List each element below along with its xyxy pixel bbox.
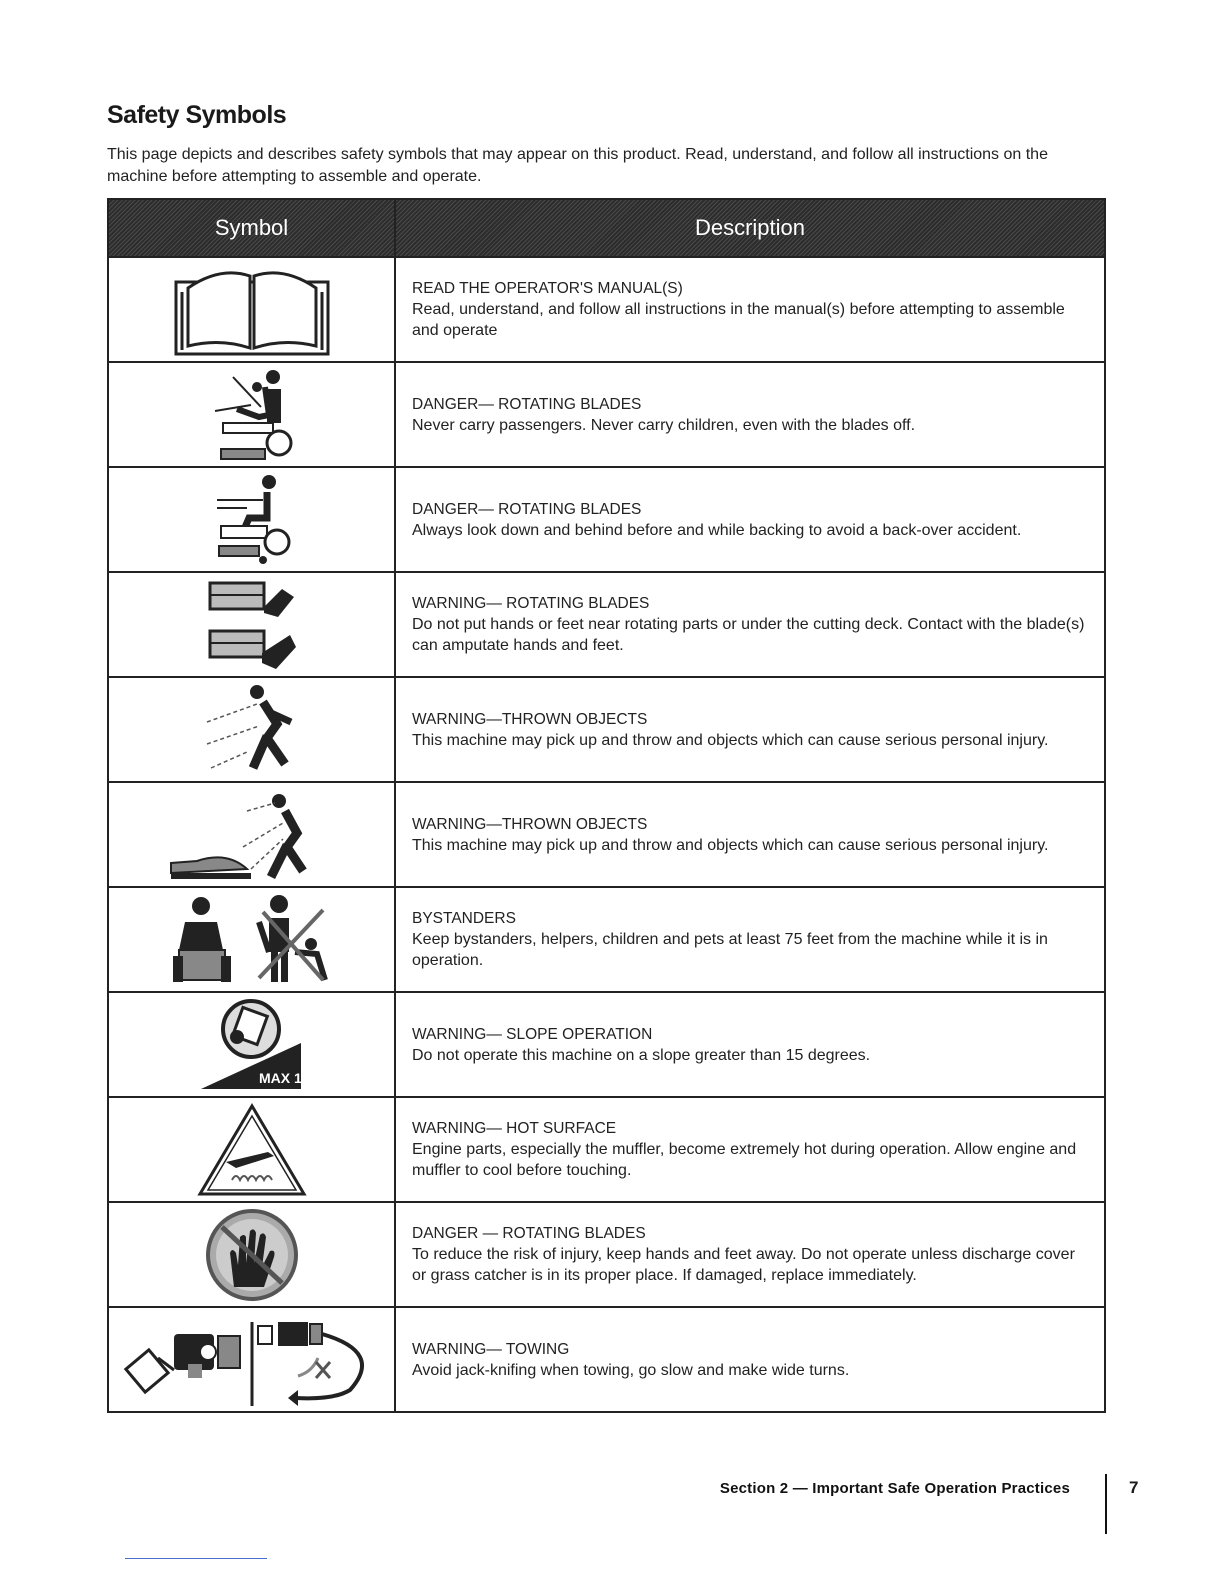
table-row: [108, 257, 1105, 362]
description-body: Always look down and behind before and while backing to avoid a back-over accident.: [412, 521, 1022, 539]
description-cell: [395, 992, 1105, 1097]
bystanders-icon: [167, 892, 337, 988]
symbol-cell: [108, 467, 395, 572]
symbol-column-header: Symbol: [108, 199, 395, 257]
table-row: [108, 677, 1105, 782]
description-title: WARNING— HOT SURFACE: [412, 1120, 617, 1137]
description-body: Engine parts, especially the muffler, become extremely hot during operation. Allow engine and muffler to cool before touching.: [412, 1141, 1077, 1179]
description-cell: [395, 887, 1105, 992]
slope-max-label: MAX 15°: [258, 1069, 315, 1086]
description-cell: [395, 467, 1105, 572]
symbol-cell: [108, 362, 395, 467]
description-body: This machine may pick up and throw and objects which can cause serious personal injury.: [412, 836, 1049, 854]
description-title: BYSTANDERS: [412, 910, 516, 927]
description-cell: [395, 257, 1105, 362]
description-body: Do not put hands or feet near rotating parts or under the cutting deck. Contact with the blade(s) can amputate hands and feet.: [412, 616, 1085, 654]
description-cell: [395, 1097, 1105, 1202]
footer-divider: [1105, 1474, 1107, 1534]
table-row: [108, 782, 1105, 887]
table-row: [108, 572, 1105, 677]
page-title: Safety Symbols: [107, 101, 287, 129]
description-title: DANGER — ROTATING BLADES: [412, 1225, 646, 1242]
table-row: [108, 362, 1105, 467]
description-title: WARNING—THROWN OBJECTS: [412, 710, 648, 728]
description-column-header: Description: [395, 199, 1105, 257]
description-body: To reduce the risk of injury, keep hands and feet away. Do not operate unless discharge cover or grass catcher is in its proper place. If damaged, replace immediately.: [412, 1246, 1075, 1284]
description-title: WARNING— ROTATING BLADES: [412, 595, 650, 612]
table-row: [108, 1307, 1105, 1412]
table-row: [108, 992, 1105, 1097]
description-cell: [395, 1307, 1105, 1412]
no-passengers-icon: [207, 367, 297, 463]
description-title: DANGER— ROTATING BLADES: [412, 395, 642, 413]
table-row: [108, 1202, 1105, 1307]
symbol-cell: [108, 572, 395, 677]
symbol-cell: [108, 1202, 395, 1307]
footer-section-title: Section 2 — Important Safe Operation Practices: [719, 1480, 1070, 1497]
description-title: DANGER— ROTATING BLADES: [412, 500, 642, 518]
symbol-cell: [108, 992, 395, 1097]
intro-paragraph: This page depicts and describes safety symbols that may appear on this product. Read, understand, and follow all instructions on the machine before attempting to assemble and operate.: [107, 146, 1048, 185]
hand-foot-blade-icon: [204, 577, 300, 673]
towing-icon: [122, 1312, 382, 1408]
description-title: WARNING— SLOPE OPERATION: [412, 1025, 653, 1043]
description-body: Do not operate this machine on a slope greater than 15 degrees.: [412, 1046, 871, 1064]
description-title: READ THE OPERATOR'S MANUAL(S): [412, 280, 683, 297]
safety-symbols-table: [107, 198, 1106, 1413]
hot-surface-icon: [196, 1102, 308, 1198]
table-row: [108, 467, 1105, 572]
symbol-cell: [108, 1307, 395, 1412]
slope-max-15-icon: [197, 997, 315, 1093]
symbol-cell: [108, 782, 395, 887]
description-body: This machine may pick up and throw and objects which can cause serious personal injury.: [412, 731, 1049, 749]
description-cell: [395, 572, 1105, 677]
description-body: Avoid jack-knifing when towing, go slow and make wide turns.: [412, 1361, 850, 1379]
backing-hazard-icon: [207, 472, 297, 568]
symbol-cell: [108, 1097, 395, 1202]
table-row: [108, 887, 1105, 992]
description-cell: [395, 362, 1105, 467]
description-cell: [395, 677, 1105, 782]
thrown-objects-person-icon: [197, 682, 307, 778]
description-body: Read, understand, and follow all instructions in the manual(s) before attempting to assemble and operate: [412, 301, 1065, 339]
description-title: WARNING—THROWN OBJECTS: [412, 815, 648, 833]
description-body: Keep bystanders, helpers, children and pets at least 75 feet from the machine while it is in operation.: [412, 931, 1048, 969]
symbol-cell: [108, 677, 395, 782]
hand-prohibited-icon: [204, 1207, 300, 1303]
description-cell: [395, 1202, 1105, 1307]
footnote-rule: [125, 1558, 267, 1559]
description-title: WARNING— TOWING: [412, 1340, 570, 1358]
description-cell: [395, 782, 1105, 887]
table-row: [108, 1097, 1105, 1202]
description-body: Never carry passengers. Never carry children, even with the blades off.: [412, 416, 916, 434]
operator-manual-book-icon: [172, 262, 332, 358]
symbol-cell: [108, 257, 395, 362]
page-number: 7: [1129, 1478, 1139, 1497]
table-header-row: [108, 199, 1105, 257]
thrown-objects-deck-icon: [167, 787, 337, 883]
symbol-cell: [108, 887, 395, 992]
